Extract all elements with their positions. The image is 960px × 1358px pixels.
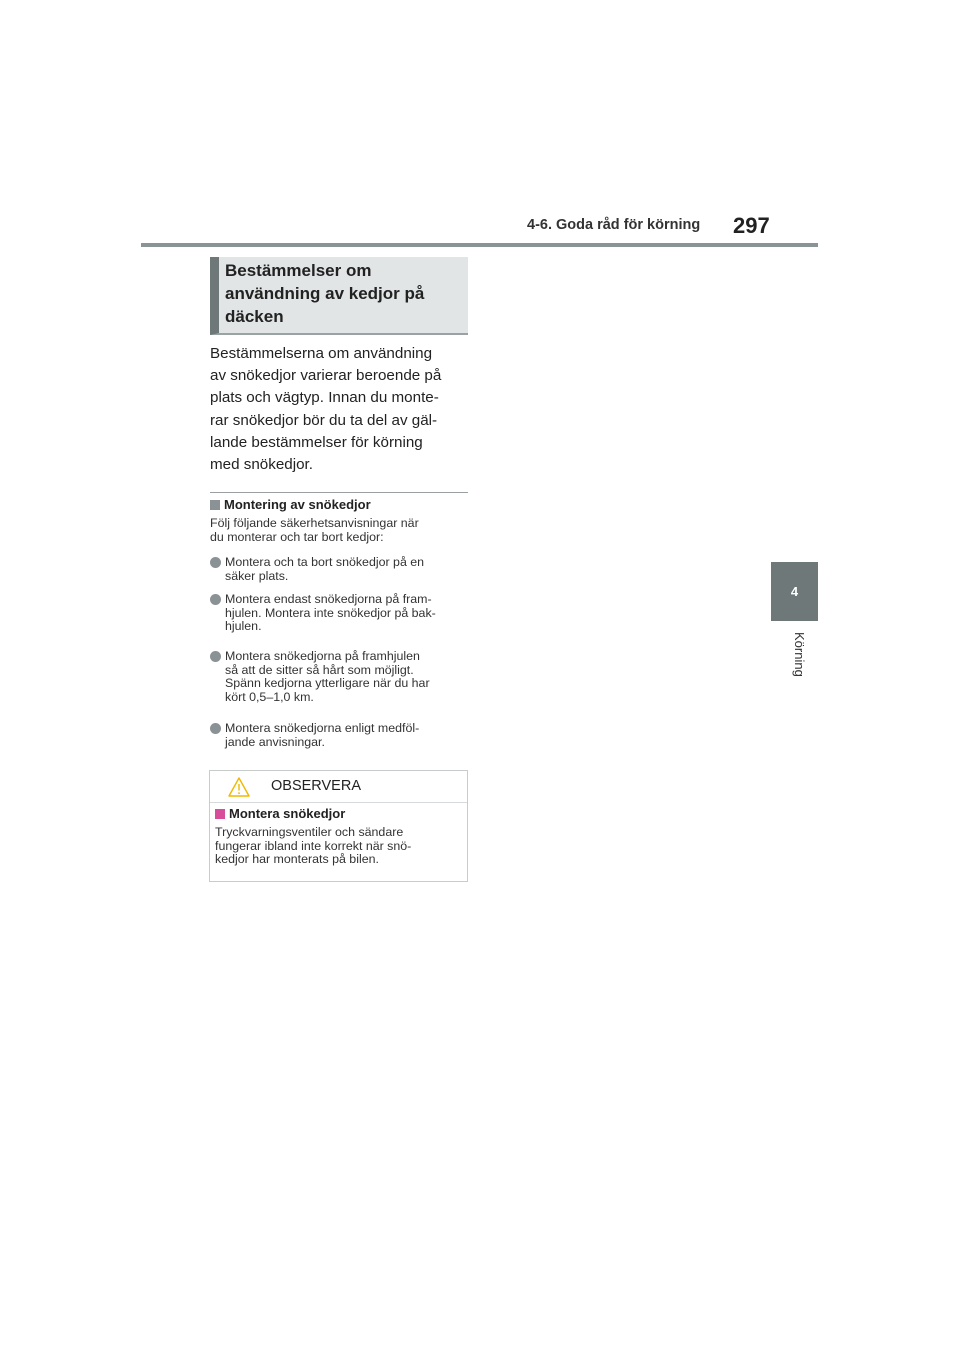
notice-header xyxy=(210,771,467,803)
bullet-line: kört 0,5–1,0 km. xyxy=(225,689,314,704)
subsection-lead xyxy=(210,517,472,544)
intro-line: Bestämmelserna om användning xyxy=(210,345,433,362)
chapter-tab[interactable] xyxy=(771,562,818,621)
intro-line: med snökedjor. xyxy=(210,456,313,474)
section-title: 4-6. Goda råd för körning xyxy=(527,217,701,233)
lead-line: Följ följande säkerhetsanvisningar när xyxy=(210,516,419,530)
intro-line: plats och vägtyp. Innan du monte- xyxy=(210,389,439,407)
warning-triangle-icon xyxy=(228,777,250,797)
divider xyxy=(210,492,468,493)
notice-subtitle: Montera snökedjor xyxy=(229,806,346,821)
bullet-dot-icon xyxy=(210,557,221,568)
intro-line: rar snökedjor bör du ta del av gäl- xyxy=(210,411,438,429)
bullet-dot-icon xyxy=(210,651,221,662)
bullet-line: hjulen. xyxy=(225,619,262,634)
notice-subheading xyxy=(215,806,345,821)
bullet-line: Spänn kedjorna ytterligare när du har xyxy=(225,676,430,691)
heading-line: användning av kedjor på xyxy=(225,284,425,303)
chapter-label: Körning xyxy=(792,632,807,677)
subsection-title: Montering av snökedjor xyxy=(224,497,371,512)
notice-line: fungerar ibland inte korrekt när snö- xyxy=(215,838,412,853)
intro-line: lande bestämmelser för körning xyxy=(210,433,423,451)
square-marker-icon xyxy=(210,500,220,510)
bullet-line: så att de sitter så hårt som möjligt. xyxy=(225,662,414,677)
header-rule xyxy=(141,243,818,247)
bullet-line: jande anvisningar. xyxy=(225,734,325,749)
lead-line: du monterar och tar bort kedjor: xyxy=(210,529,384,544)
bullet-line: Montera endast snökedjorna på fram- xyxy=(225,592,432,606)
page-number: 297 xyxy=(733,213,770,238)
heading-line: Bestämmelser om xyxy=(225,261,372,280)
notice-box xyxy=(209,770,468,882)
bullet-dot-icon xyxy=(210,723,221,734)
bullet-line: säker plats. xyxy=(225,568,289,583)
heading-line: däcken xyxy=(225,307,284,326)
notice-line: kedjor har monterats på bilen. xyxy=(215,852,379,867)
notice-line: Tryckvarningsventiler och sändare xyxy=(215,825,404,839)
bullet-line: Montera snökedjorna enligt medföl- xyxy=(225,721,420,735)
notice-title: OBSERVERA xyxy=(271,778,361,794)
subsection-heading xyxy=(210,497,371,512)
intro-paragraph xyxy=(210,343,472,476)
bullet-item xyxy=(210,556,472,583)
bullet-line: Montera snökedjorna på framhjulen xyxy=(225,649,420,663)
intro-line: av snökedjor varierar beroende på xyxy=(210,367,442,385)
section-heading xyxy=(225,259,465,328)
bullet-item xyxy=(210,722,472,749)
bullet-line: Montera och ta bort snökedjor på en xyxy=(225,555,425,569)
square-marker-icon xyxy=(215,809,225,819)
bullet-line: hjulen. Montera inte snökedjor på bak- xyxy=(225,605,436,620)
chapter-number: 4 xyxy=(790,584,799,599)
notice-text xyxy=(215,826,463,867)
bullet-item xyxy=(210,650,472,704)
bullet-dot-icon xyxy=(210,594,221,605)
section-heading-box xyxy=(210,257,468,335)
bullet-item xyxy=(210,593,472,634)
